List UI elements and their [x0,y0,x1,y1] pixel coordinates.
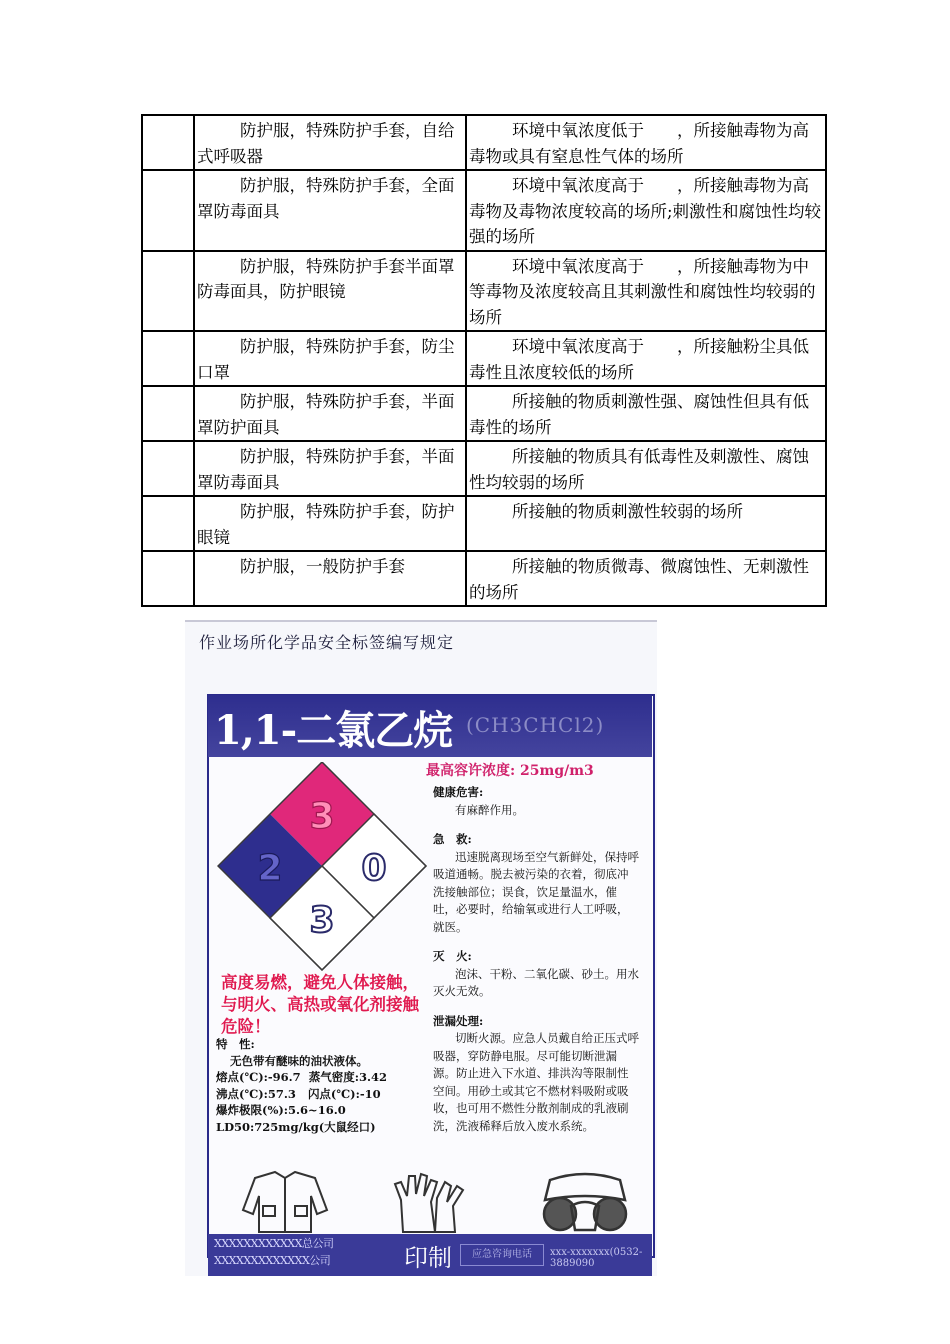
equipment-cell [194,441,466,496]
flash-point: 闪点(℃):-10 [307,1086,381,1101]
ppe-icons [235,1170,635,1240]
props-title: 特 性: [216,1037,255,1051]
emergency-phone-label: 应急咨询电话 [460,1244,544,1266]
equipment-cell [194,386,466,441]
fire-text: 泡沫、干粉、二氧化碳、砂土。用水灭火无效。 [433,966,639,998]
chemical-formula: (CH3CHCl2) [466,713,605,737]
equipment-cell [194,115,466,170]
condition-text: 环境中氧浓度低于 ，所接触毒物为高毒物或具有窒息性气体的场所 [469,121,809,166]
condition-cell [466,496,826,551]
gloves-icon [395,1174,463,1232]
company-line-1: XXXXXXXXXXXX总公司 [214,1237,334,1250]
table-row [142,551,826,606]
condition-text: 所接触的物质微毒、微腐蚀性、无刺激性的场所 [469,557,809,602]
melting-point: 熔点(℃):-96.7 [216,1070,301,1084]
equipment-text: 防护服，特殊防护手套，半面罩防毒面具 [197,447,455,492]
nfpa-diamond [217,762,427,972]
properties-block [216,1036,426,1135]
table-row [142,386,826,441]
table-row [142,441,826,496]
protection-table [141,114,827,607]
equipment-text: 防护服，特殊防护手套半面罩防毒面具，防护眼镜 [197,256,455,301]
hazard-info-column [433,784,639,1135]
grade-cell [142,331,194,386]
table-row [142,251,826,332]
print-label: 印制 [404,1244,452,1272]
first-aid-title: 急 救: [433,832,472,846]
grade-cell [142,496,194,551]
boiling-point: 沸点(℃):57.3 [216,1086,296,1101]
equipment-text: 防护服，特殊防护手套，防尘口罩 [197,337,455,382]
equipment-text: 防护服，特殊防护手套，半面罩防护面具 [197,392,455,437]
grade-cell [142,251,194,332]
equipment-cell [194,170,466,251]
max-concentration [426,760,594,780]
leak-title: 泄漏处理: [433,1013,484,1028]
props-desc: 无色带有醚味的油状液体。 [230,1053,368,1068]
gas-mask-icon [544,1174,626,1230]
grade-cell [142,386,194,441]
table-row [142,331,826,386]
condition-text: 环境中氧浓度高于 ，所接触粉尘具低毒性且浓度较低的场所 [469,337,809,382]
condition-cell [466,551,826,606]
condition-cell [466,331,826,386]
safety-label-image [185,620,657,1276]
ld50: LD50:725mg/kg(大鼠经口) [216,1119,376,1134]
equipment-cell [194,551,466,606]
label-footer [208,1234,652,1276]
condition-text: 所接触的物质具有低毒性及刺激性、腐蚀性均较弱的场所 [469,447,809,492]
max-conc-label: 最高容许浓度: [426,763,516,779]
fire-title: 灭 火: [433,949,472,963]
health-hazard-text: 有麻醉作用。 [455,802,524,817]
nfpa-bottom-number: 3 [309,900,335,941]
equipment-cell [194,496,466,551]
condition-text: 环境中氧浓度高于 ，所接触毒物为中等毒物及浓度较高且其刺激性和腐蚀性均较弱的场所 [469,256,816,327]
nfpa-left-number: 2 [257,848,283,889]
company-line-2: XXXXXXXXXXXXX公司 [214,1254,331,1267]
condition-cell [466,170,826,251]
label-header: 作业场所化学品安全标签编写规定 [199,633,455,652]
grade-cell [142,170,194,251]
leak-text: 切断火源。应急人员戴自给正压式呼吸器，穿防静电服。尽可能切断泄漏源。防止进入下水道、排洪沟等限制性空间。用砂土或其它不燃材料吸附或吸收，也可用不燃性分散剂制成的乳液刷洗，洗液稀释后放入废水系统。 [433,1031,639,1133]
equipment-text: 防护服，特殊防护手套，防护眼镜 [197,502,455,547]
condition-cell [466,386,826,441]
condition-cell [466,441,826,496]
nfpa-top-number: 3 [309,796,335,837]
equipment-text: 防护服，一般防护手套 [240,557,405,576]
equipment-cell [194,331,466,386]
condition-cell [466,251,826,332]
equipment-text: 防护服，特殊防护手套，自给式呼吸器 [197,121,455,166]
telephone: xxx-xxxxxxx(0532-3889090 [550,1247,643,1269]
equipment-cell [194,251,466,332]
grade-cell [142,441,194,496]
first-aid-text: 迅速脱离现场至空气新鲜处，保持呼吸道通畅。脱去被污染的衣着，彻底冲洗接触部位；误食，饮足量温水，催吐，必要时，给输氧或进行人工呼吸，就医。 [433,849,639,934]
max-conc-value: 25mg/m3 [520,763,594,779]
chemical-name: 1,1-二氯乙烷 [214,707,453,754]
explosion-limit: 爆炸极限(%):5.6~16.0 [216,1103,346,1117]
vapor-density: 蒸气密度:3.42 [308,1070,387,1084]
nfpa-right-number: 0 [361,848,387,889]
table-row [142,170,826,251]
condition-text: 所接触的物质刺激性强、腐蚀性但具有低毒性的场所 [469,392,809,437]
table-row [142,115,826,170]
condition-cell [466,115,826,170]
chemical-name-bar [208,695,652,757]
condition-text: 环境中氧浓度高于 ，所接触毒物为高毒物及毒物浓度较高的场所;刺激性和腐蚀性均较强的场所 [469,176,822,246]
table-row [142,496,826,551]
warning-text: 高度易燃，避免人体接触，与明火、高热或氧化剂接触危险！ [221,973,419,1036]
grade-cell [142,115,194,170]
health-hazard-title: 健康危害: [433,785,484,799]
condition-text: 所接触的物质刺激性较弱的场所 [512,502,743,521]
protective-suit-icon [243,1172,327,1232]
grade-cell [142,551,194,606]
equipment-text: 防护服，特殊防护手套，全面罩防毒面具 [197,176,455,221]
